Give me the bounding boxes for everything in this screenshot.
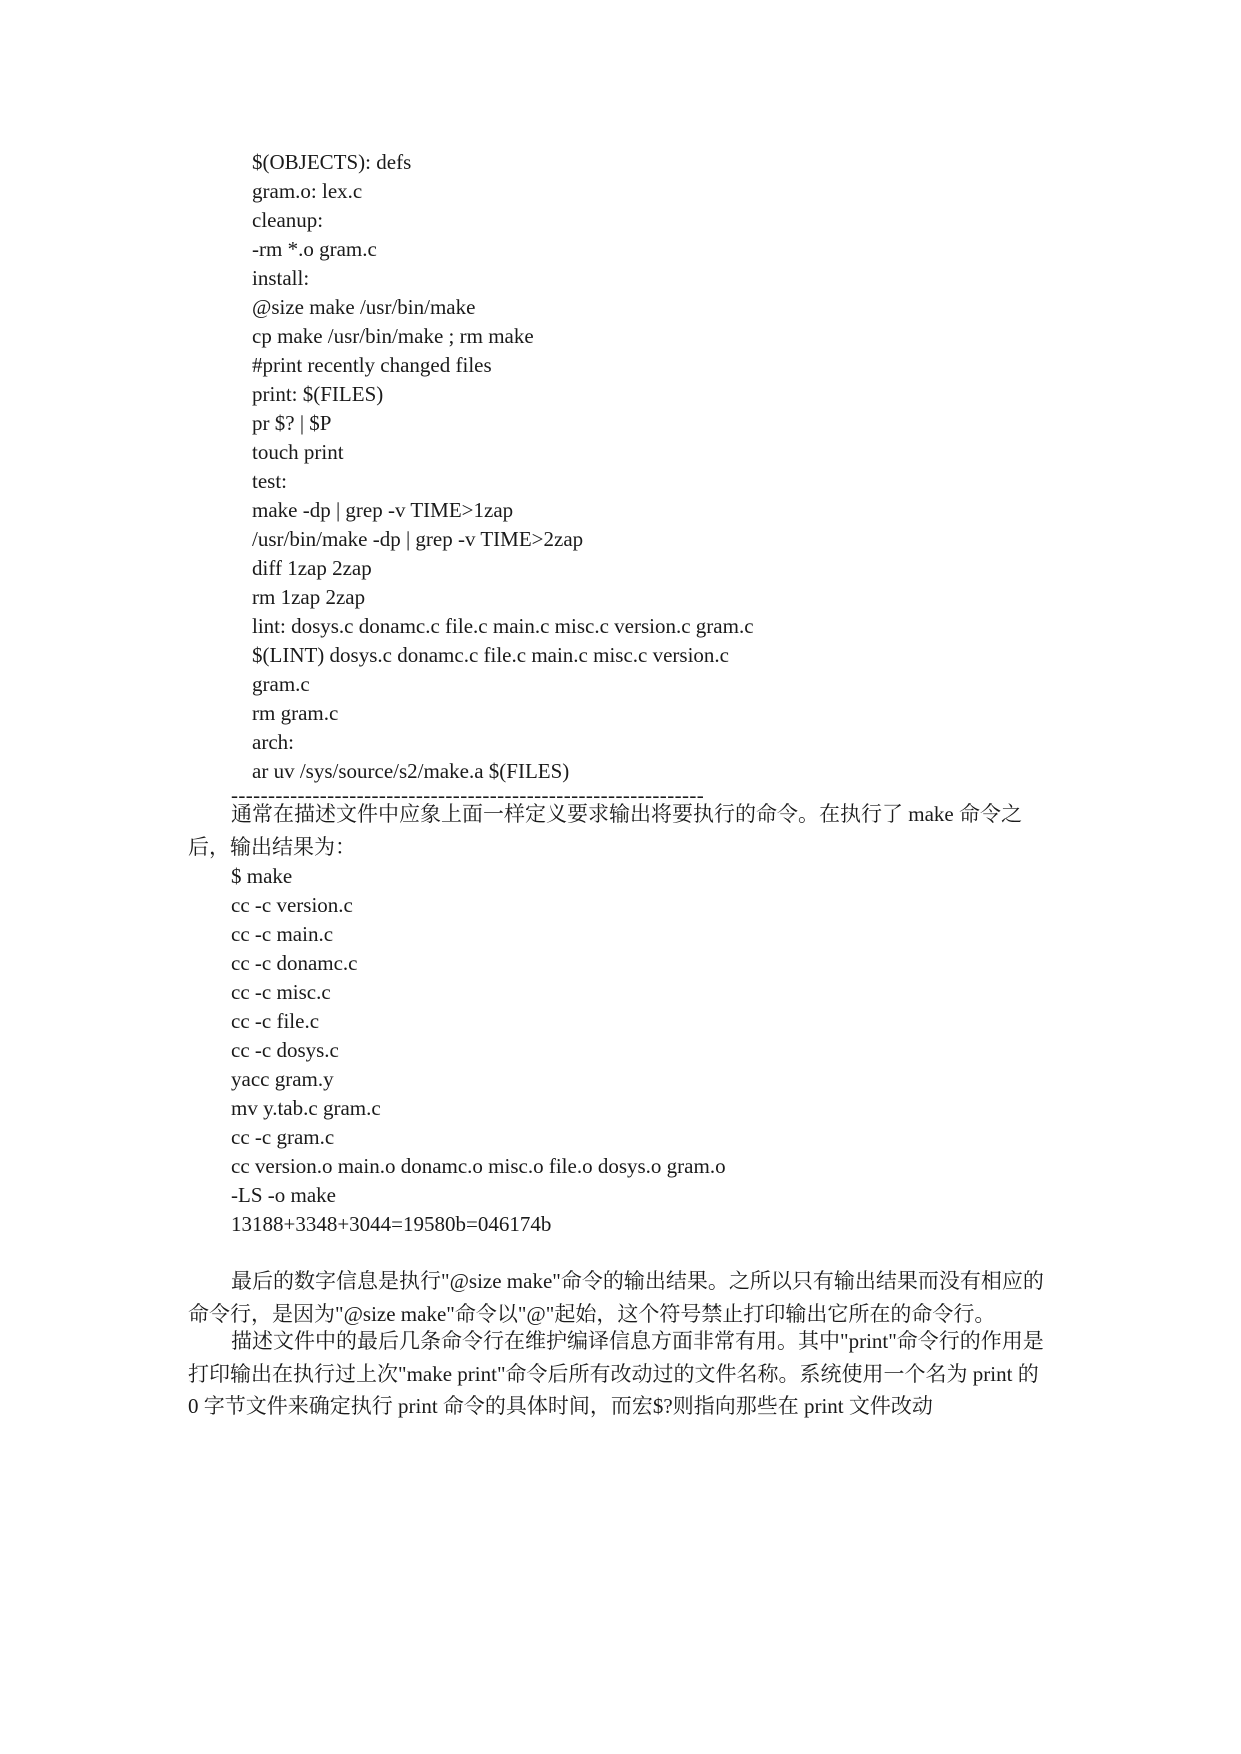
output-line: cc -c main.c xyxy=(231,922,334,946)
output-line: cc -c misc.c xyxy=(231,980,331,1004)
maintenance-paragraph: 描述文件中的最后几条命令行在维护编译信息方面非常有用。其中"print"命令行的作用是打印输出在执行过上次"make print"命令后所有改动过的文件名称。系统使用一个名为 print 的 0 字节文件来确定执行 print 命令的具体时间，而宏$?则指向那些在 print 文件改动 xyxy=(188,1329,1044,1418)
output-line: cc -c donamc.c xyxy=(231,951,358,975)
makefile-line: -rm *.o gram.c xyxy=(252,237,377,261)
makefile-line: diff 1zap 2zap xyxy=(252,556,372,580)
makefile-line: rm 1zap 2zap xyxy=(252,585,366,609)
output-line: mv y.tab.c gram.c xyxy=(231,1096,381,1120)
makefile-line: install: xyxy=(252,266,310,290)
intro-paragraph: 通常在描述文件中应象上面一样定义要求输出将要执行的命令。在执行了 make 命令之后，输出结果为： xyxy=(188,802,1022,859)
makefile-line: cleanup: xyxy=(252,208,324,232)
output-line: cc -c version.c xyxy=(231,893,353,917)
output-line: $ make xyxy=(231,864,293,888)
output-line: cc -c dosys.c xyxy=(231,1038,339,1062)
makefile-line: print: $(FILES) xyxy=(252,382,384,406)
makefile-line: ar uv /sys/source/s2/make.a $(FILES) xyxy=(252,759,570,783)
makefile-line: pr $? | $P xyxy=(252,411,332,435)
makefile-line: #print recently changed files xyxy=(252,353,492,377)
makefile-line: $(OBJECTS): defs xyxy=(252,150,412,174)
makefile-line: rm gram.c xyxy=(252,701,339,725)
makefile-line: test: xyxy=(252,469,287,493)
explanation-paragraph: 最后的数字信息是执行"@size make"命令的输出结果。之所以只有输出结果而没有相应的命令行，是因为"@size make"命令以"@"起始，这个符号禁止打印输出它所在的命令行。 xyxy=(188,1269,1044,1326)
separator-line: ---------------------------------------------------------------- xyxy=(231,783,705,807)
output-line: -LS -o make xyxy=(231,1183,336,1207)
output-line: cc -c gram.c xyxy=(231,1125,335,1149)
makefile-line: gram.c xyxy=(252,672,310,696)
output-line: 13188+3348+3044=19580b=046174b xyxy=(231,1212,552,1236)
makefile-line: touch print xyxy=(252,440,344,464)
output-line: yacc gram.y xyxy=(231,1067,334,1091)
makefile-line: gram.o: lex.c xyxy=(252,179,363,203)
output-line: cc version.o main.o donamc.o misc.o file.o dosys.o gram.o xyxy=(231,1154,726,1178)
makefile-line: @size make /usr/bin/make xyxy=(252,295,476,319)
makefile-line: make -dp | grep -v TIME>1zap xyxy=(252,498,514,522)
makefile-line: /usr/bin/make -dp | grep -v TIME>2zap xyxy=(252,527,584,551)
output-line: cc -c file.c xyxy=(231,1009,320,1033)
makefile-line: $(LINT) dosys.c donamc.c file.c main.c misc.c version.c xyxy=(252,643,730,667)
makefile-line: arch: xyxy=(252,730,294,754)
makefile-line: lint: dosys.c donamc.c file.c main.c misc.c version.c gram.c xyxy=(252,614,754,638)
makefile-line: cp make /usr/bin/make ; rm make xyxy=(252,324,534,348)
